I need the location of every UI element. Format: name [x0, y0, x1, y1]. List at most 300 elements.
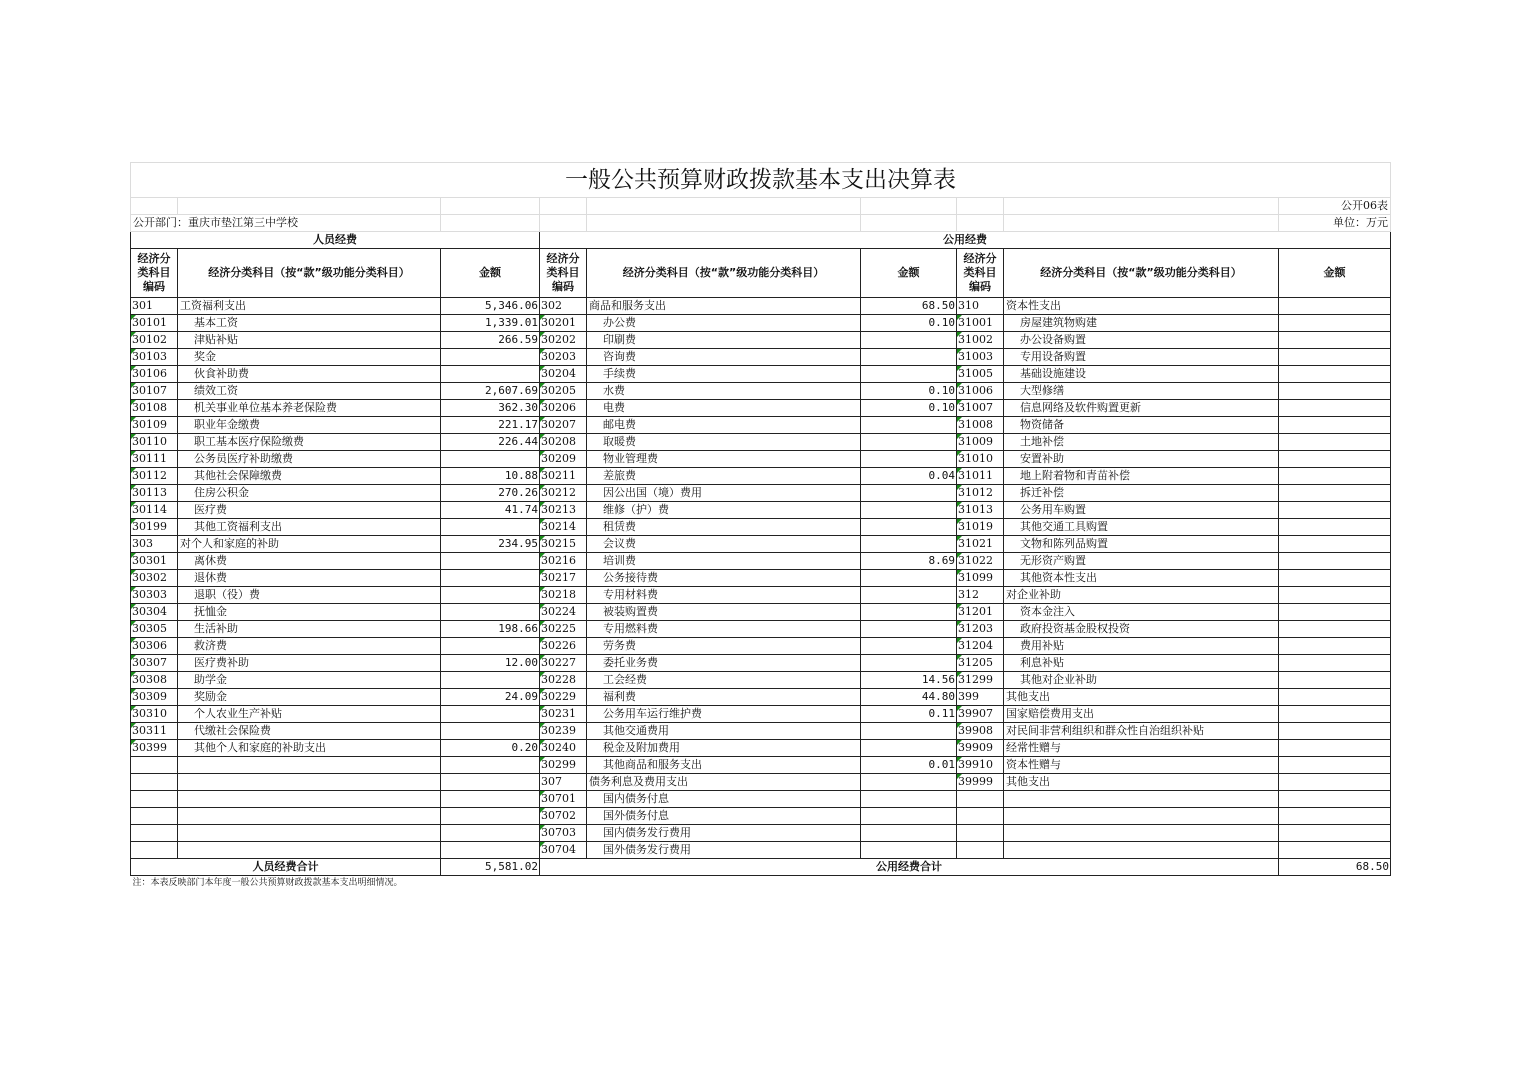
item-code	[131, 808, 178, 825]
item-name: 国内债务付息	[587, 791, 861, 808]
item-amount: 1,339.01	[441, 315, 540, 332]
item-name: 其他支出	[1004, 774, 1279, 791]
item-name: 维修（护）费	[587, 502, 861, 519]
item-amount	[1279, 842, 1391, 859]
item-amount	[441, 774, 540, 791]
item-amount	[1279, 417, 1391, 434]
item-amount	[441, 349, 540, 366]
item-amount	[861, 774, 957, 791]
item-name	[178, 791, 441, 808]
item-name: 公务用车购置	[1004, 502, 1279, 519]
item-name: 商品和服务支出	[587, 298, 861, 315]
item-code: 30101	[131, 315, 178, 332]
item-name: 公务员医疗补助缴费	[178, 451, 441, 468]
item-code	[957, 808, 1004, 825]
item-code: 30204	[540, 366, 587, 383]
item-name: 其他工资福利支出	[178, 519, 441, 536]
item-name: 办公费	[587, 315, 861, 332]
item-code: 31009	[957, 434, 1004, 451]
item-name: 税金及附加费用	[587, 740, 861, 757]
item-amount	[441, 587, 540, 604]
table-row	[131, 366, 1391, 383]
item-name: 水费	[587, 383, 861, 400]
item-amount	[861, 536, 957, 553]
item-amount	[861, 604, 957, 621]
item-amount	[1279, 298, 1391, 315]
table-row	[131, 655, 1391, 672]
unit-label: 单位：万元	[1279, 215, 1391, 232]
item-name: 取暖费	[587, 434, 861, 451]
item-amount	[1279, 553, 1391, 570]
item-code	[957, 825, 1004, 842]
item-name: 安置补助	[1004, 451, 1279, 468]
table-number: 公开06表	[1279, 198, 1391, 215]
item-amount: 221.17	[441, 417, 540, 434]
item-amount	[1279, 519, 1391, 536]
item-amount: 266.59	[441, 332, 540, 349]
item-amount	[441, 366, 540, 383]
item-code: 31011	[957, 468, 1004, 485]
col-header-name: 经济分类科目（按“款”级功能分类科目）	[587, 249, 861, 298]
item-name: 办公设备购置	[1004, 332, 1279, 349]
item-code: 31008	[957, 417, 1004, 434]
item-amount	[861, 417, 957, 434]
item-amount	[1279, 366, 1391, 383]
item-name	[1004, 791, 1279, 808]
item-amount	[861, 638, 957, 655]
table-row	[131, 740, 1391, 757]
item-code: 30303	[131, 587, 178, 604]
item-code: 30213	[540, 502, 587, 519]
item-name	[178, 808, 441, 825]
item-code: 30102	[131, 332, 178, 349]
item-name: 地上附着物和青苗补偿	[1004, 468, 1279, 485]
item-code: 30304	[131, 604, 178, 621]
item-amount: 270.26	[441, 485, 540, 502]
item-name: 医疗费	[178, 502, 441, 519]
item-name: 邮电费	[587, 417, 861, 434]
item-code: 39910	[957, 757, 1004, 774]
item-amount: 68.50	[861, 298, 957, 315]
item-amount	[1279, 468, 1391, 485]
item-name: 职工基本医疗保险缴费	[178, 434, 441, 451]
item-code: 302	[540, 298, 587, 315]
item-code: 31099	[957, 570, 1004, 587]
item-name: 福利费	[587, 689, 861, 706]
item-amount	[1279, 383, 1391, 400]
item-amount	[1279, 706, 1391, 723]
item-name: 其他商品和服务支出	[587, 757, 861, 774]
item-amount: 198.66	[441, 621, 540, 638]
item-amount	[861, 349, 957, 366]
table-row	[131, 434, 1391, 451]
item-code: 31205	[957, 655, 1004, 672]
item-name: 国家赔偿费用支出	[1004, 706, 1279, 723]
table-row	[131, 706, 1391, 723]
item-code: 30309	[131, 689, 178, 706]
item-code: 39907	[957, 706, 1004, 723]
item-code: 30199	[131, 519, 178, 536]
table-row	[131, 774, 1391, 791]
item-amount	[1279, 808, 1391, 825]
item-code: 30302	[131, 570, 178, 587]
item-code: 31001	[957, 315, 1004, 332]
item-amount: 24.09	[441, 689, 540, 706]
item-name: 租赁费	[587, 519, 861, 536]
table-row	[131, 485, 1391, 502]
table-row	[131, 417, 1391, 434]
item-code: 30114	[131, 502, 178, 519]
item-amount	[861, 791, 957, 808]
item-amount: 362.30	[441, 400, 540, 417]
item-amount: 0.01	[861, 757, 957, 774]
item-name: 其他个人和家庭的补助支出	[178, 740, 441, 757]
item-code: 31005	[957, 366, 1004, 383]
item-amount	[861, 621, 957, 638]
item-amount	[1279, 774, 1391, 791]
table-row	[131, 808, 1391, 825]
item-code: 31010	[957, 451, 1004, 468]
item-code: 30203	[540, 349, 587, 366]
item-code: 30216	[540, 553, 587, 570]
item-amount	[1279, 485, 1391, 502]
item-name: 公务接待费	[587, 570, 861, 587]
item-name: 基础设施建设	[1004, 366, 1279, 383]
item-amount	[1279, 604, 1391, 621]
item-amount	[861, 502, 957, 519]
item-amount	[441, 706, 540, 723]
table-row	[131, 621, 1391, 638]
item-code: 31012	[957, 485, 1004, 502]
col-header-code: 经济分类科目编码	[540, 249, 587, 298]
item-code: 31002	[957, 332, 1004, 349]
item-name: 其他交通费用	[587, 723, 861, 740]
item-amount	[441, 757, 540, 774]
item-name: 职业年金缴费	[178, 417, 441, 434]
item-name: 利息补贴	[1004, 655, 1279, 672]
item-name: 对民间非营利组织和群众性自治组织补贴	[1004, 723, 1279, 740]
item-amount	[1279, 723, 1391, 740]
item-name: 委托业务费	[587, 655, 861, 672]
item-amount	[861, 434, 957, 451]
item-name: 工会经费	[587, 672, 861, 689]
item-name: 住房公积金	[178, 485, 441, 502]
item-code: 31007	[957, 400, 1004, 417]
table-row	[131, 451, 1391, 468]
item-code: 30704	[540, 842, 587, 859]
item-name	[178, 825, 441, 842]
item-code: 30110	[131, 434, 178, 451]
item-name: 房屋建筑物购建	[1004, 315, 1279, 332]
item-name: 信息网络及软件购置更新	[1004, 400, 1279, 417]
item-code: 30209	[540, 451, 587, 468]
item-name: 助学金	[178, 672, 441, 689]
item-amount	[861, 655, 957, 672]
item-amount	[441, 638, 540, 655]
item-name: 国外债务发行费用	[587, 842, 861, 859]
table-row	[131, 689, 1391, 706]
item-code: 30224	[540, 604, 587, 621]
item-name	[1004, 825, 1279, 842]
item-name: 电费	[587, 400, 861, 417]
item-code: 30299	[540, 757, 587, 774]
item-name: 其他资本性支出	[1004, 570, 1279, 587]
item-amount	[1279, 689, 1391, 706]
item-name: 奖金	[178, 349, 441, 366]
group-header-personnel: 人员经费	[131, 232, 540, 249]
item-code: 30208	[540, 434, 587, 451]
item-name: 国外债务付息	[587, 808, 861, 825]
table-row	[131, 553, 1391, 570]
item-amount: 12.00	[441, 655, 540, 672]
item-amount	[861, 485, 957, 502]
item-amount: 226.44	[441, 434, 540, 451]
item-name: 因公出国（境）费用	[587, 485, 861, 502]
item-name: 资本金注入	[1004, 604, 1279, 621]
item-code: 30228	[540, 672, 587, 689]
item-name: 绩效工资	[178, 383, 441, 400]
item-code: 30231	[540, 706, 587, 723]
item-name: 对个人和家庭的补助	[178, 536, 441, 553]
table-row	[131, 536, 1391, 553]
item-code: 30113	[131, 485, 178, 502]
item-code: 31299	[957, 672, 1004, 689]
item-name: 资本性支出	[1004, 298, 1279, 315]
item-name: 医疗费补助	[178, 655, 441, 672]
item-code: 30240	[540, 740, 587, 757]
item-amount	[861, 366, 957, 383]
item-code: 39908	[957, 723, 1004, 740]
col-header-code: 经济分类科目编码	[957, 249, 1004, 298]
item-code: 30311	[131, 723, 178, 740]
item-code: 31013	[957, 502, 1004, 519]
item-amount: 44.80	[861, 689, 957, 706]
item-name: 其他社会保障缴费	[178, 468, 441, 485]
total-personnel-value: 5,581.02	[441, 859, 540, 876]
item-name: 印刷费	[587, 332, 861, 349]
item-code: 30301	[131, 553, 178, 570]
item-amount	[441, 519, 540, 536]
item-code: 30215	[540, 536, 587, 553]
item-amount	[861, 740, 957, 757]
item-amount	[1279, 332, 1391, 349]
item-amount	[1279, 587, 1391, 604]
item-code: 30227	[540, 655, 587, 672]
item-name: 咨询费	[587, 349, 861, 366]
table-row	[131, 757, 1391, 774]
item-amount: 0.10	[861, 400, 957, 417]
item-amount	[1279, 315, 1391, 332]
item-amount	[1279, 621, 1391, 638]
table-row	[131, 587, 1391, 604]
item-amount: 41.74	[441, 502, 540, 519]
item-amount	[441, 451, 540, 468]
item-amount	[441, 791, 540, 808]
item-name: 无形资产购置	[1004, 553, 1279, 570]
item-code: 30399	[131, 740, 178, 757]
item-amount	[861, 808, 957, 825]
item-code: 30202	[540, 332, 587, 349]
item-code: 31201	[957, 604, 1004, 621]
item-name: 其他交通工具购置	[1004, 519, 1279, 536]
item-name: 个人农业生产补贴	[178, 706, 441, 723]
col-header-code: 经济分类科目编码	[131, 249, 178, 298]
footnote: 注：本表反映部门本年度一般公共预算财政拨款基本支出明细情况。	[132, 878, 403, 888]
item-name: 对企业补助	[1004, 587, 1279, 604]
item-code: 31003	[957, 349, 1004, 366]
item-amount: 0.04	[861, 468, 957, 485]
item-code: 31022	[957, 553, 1004, 570]
item-amount	[861, 332, 957, 349]
item-code: 30308	[131, 672, 178, 689]
table-row	[131, 723, 1391, 740]
item-code: 30307	[131, 655, 178, 672]
item-name: 津贴补贴	[178, 332, 441, 349]
item-code: 30701	[540, 791, 587, 808]
table-row	[131, 842, 1391, 859]
item-amount	[861, 519, 957, 536]
table-row	[131, 349, 1391, 366]
item-code: 307	[540, 774, 587, 791]
table-row	[131, 825, 1391, 842]
item-name: 会议费	[587, 536, 861, 553]
item-name: 拆迁补偿	[1004, 485, 1279, 502]
item-code: 30703	[540, 825, 587, 842]
item-amount: 234.95	[441, 536, 540, 553]
item-code: 31203	[957, 621, 1004, 638]
col-header-name: 经济分类科目（按“款”级功能分类科目）	[1004, 249, 1279, 298]
item-name: 物业管理费	[587, 451, 861, 468]
col-header-amount: 金额	[441, 249, 540, 298]
item-amount	[1279, 655, 1391, 672]
item-amount: 0.11	[861, 706, 957, 723]
item-name: 资本性赠与	[1004, 757, 1279, 774]
item-code: 30305	[131, 621, 178, 638]
item-name: 其他对企业补助	[1004, 672, 1279, 689]
table-row	[131, 570, 1391, 587]
item-name: 经常性赠与	[1004, 740, 1279, 757]
item-code: 399	[957, 689, 1004, 706]
item-name: 离休费	[178, 553, 441, 570]
item-code: 39909	[957, 740, 1004, 757]
table-row	[131, 468, 1391, 485]
item-amount	[441, 570, 540, 587]
table-row	[131, 383, 1391, 400]
item-amount	[441, 604, 540, 621]
item-name: 专用材料费	[587, 587, 861, 604]
item-name: 机关事业单位基本养老保险费	[178, 400, 441, 417]
item-amount	[1279, 757, 1391, 774]
item-name	[178, 774, 441, 791]
item-name: 文物和陈列品购置	[1004, 536, 1279, 553]
item-amount	[1279, 536, 1391, 553]
item-code	[131, 842, 178, 859]
item-code	[131, 791, 178, 808]
item-code: 30218	[540, 587, 587, 604]
item-code	[131, 825, 178, 842]
item-name: 国内债务发行费用	[587, 825, 861, 842]
item-amount	[1279, 502, 1391, 519]
item-name: 退休费	[178, 570, 441, 587]
item-name: 其他支出	[1004, 689, 1279, 706]
item-amount	[1279, 451, 1391, 468]
item-name: 救济费	[178, 638, 441, 655]
item-name: 手续费	[587, 366, 861, 383]
item-amount	[1279, 825, 1391, 842]
item-amount: 2,607.69	[441, 383, 540, 400]
item-code: 30226	[540, 638, 587, 655]
item-code: 30206	[540, 400, 587, 417]
item-amount: 0.20	[441, 740, 540, 757]
item-code: 30103	[131, 349, 178, 366]
item-code: 30239	[540, 723, 587, 740]
item-code	[131, 774, 178, 791]
table-row	[131, 519, 1391, 536]
item-name	[178, 842, 441, 859]
item-name: 劳务费	[587, 638, 861, 655]
item-amount	[1279, 791, 1391, 808]
item-code: 31204	[957, 638, 1004, 655]
page-title: 一般公共预算财政拨款基本支出决算表	[131, 163, 1391, 198]
item-code	[957, 791, 1004, 808]
item-name: 代缴社会保险费	[178, 723, 441, 740]
item-amount	[441, 553, 540, 570]
item-code: 303	[131, 536, 178, 553]
item-code: 31019	[957, 519, 1004, 536]
table-row	[131, 400, 1391, 417]
item-code: 30109	[131, 417, 178, 434]
table-row	[131, 604, 1391, 621]
table-row	[131, 638, 1391, 655]
item-amount	[441, 842, 540, 859]
item-name: 专用燃料费	[587, 621, 861, 638]
table-row	[131, 502, 1391, 519]
table-row	[131, 672, 1391, 689]
total-personnel-label: 人员经费合计	[131, 859, 441, 876]
item-amount	[1279, 672, 1391, 689]
item-name: 退职（役）费	[178, 587, 441, 604]
item-code: 30702	[540, 808, 587, 825]
item-code: 301	[131, 298, 178, 315]
col-header-name: 经济分类科目（按“款”级功能分类科目）	[178, 249, 441, 298]
item-name: 工资福利支出	[178, 298, 441, 315]
item-name: 大型修缮	[1004, 383, 1279, 400]
item-name: 差旅费	[587, 468, 861, 485]
item-name: 被装购置费	[587, 604, 861, 621]
item-name: 政府投资基金股权投资	[1004, 621, 1279, 638]
item-name	[1004, 808, 1279, 825]
item-name: 基本工资	[178, 315, 441, 332]
item-amount: 10.88	[441, 468, 540, 485]
item-amount: 0.10	[861, 315, 957, 332]
item-code: 30229	[540, 689, 587, 706]
item-code: 30214	[540, 519, 587, 536]
item-amount	[1279, 400, 1391, 417]
item-amount	[861, 570, 957, 587]
item-name: 专用设备购置	[1004, 349, 1279, 366]
item-amount	[861, 825, 957, 842]
item-name: 公务用车运行维护费	[587, 706, 861, 723]
item-name: 培训费	[587, 553, 861, 570]
item-code: 30111	[131, 451, 178, 468]
item-amount	[1279, 434, 1391, 451]
table-row	[131, 332, 1391, 349]
item-amount	[861, 451, 957, 468]
item-code	[131, 757, 178, 774]
item-amount	[1279, 740, 1391, 757]
item-amount: 14.56	[861, 672, 957, 689]
item-code: 31006	[957, 383, 1004, 400]
